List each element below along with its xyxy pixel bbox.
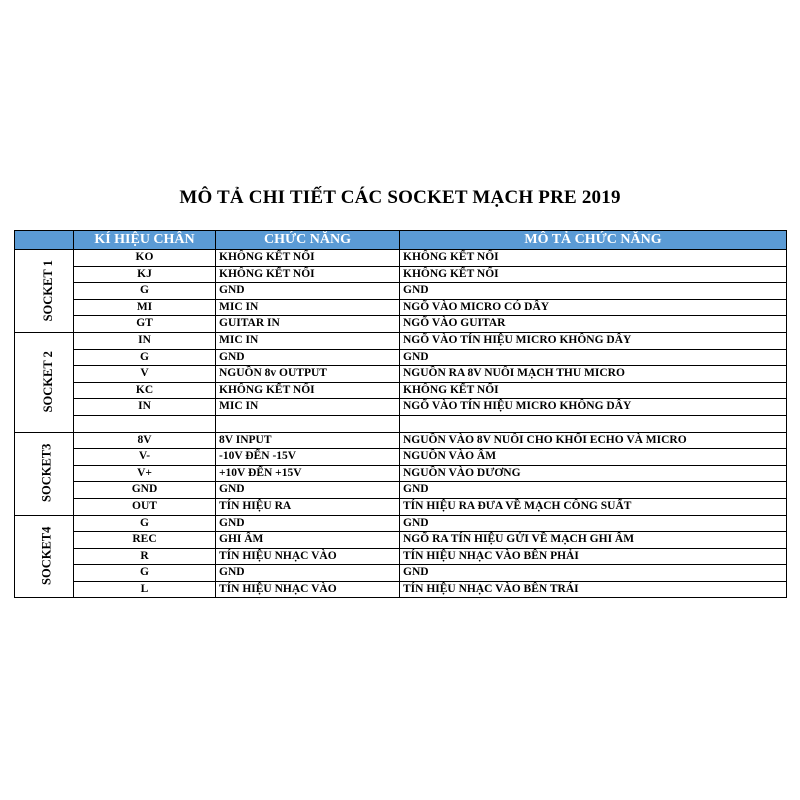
pin-code-cell: GND — [74, 482, 216, 499]
socket-label: SOCKET 1 — [40, 259, 55, 322]
table-row — [15, 415, 787, 432]
pin-code-cell: R — [74, 548, 216, 565]
socket-label: SOCKET 2 — [40, 351, 55, 413]
table-row — [15, 316, 787, 333]
table-row — [15, 498, 787, 515]
table-row — [15, 283, 787, 300]
table-row — [15, 399, 787, 416]
function-cell — [216, 415, 400, 432]
function-cell: KHÔNG KẾT NỐI — [216, 382, 400, 399]
socket-table — [14, 230, 787, 598]
header-group — [15, 231, 74, 250]
pin-code-cell: 8V — [74, 432, 216, 449]
page-title: MÔ TẢ CHI TIẾT CÁC SOCKET MẠCH PRE 2019 — [179, 187, 621, 208]
function-cell: KHÔNG KẾT NỐI — [216, 250, 400, 267]
description-cell: GND — [400, 482, 787, 499]
pin-code-cell: REC — [74, 532, 216, 549]
function-cell: GND — [216, 482, 400, 499]
description-cell: GND — [400, 515, 787, 532]
pin-code-cell: MI — [74, 299, 216, 316]
description-cell: NGUỒN VÀO ÂM — [400, 449, 787, 466]
table-row — [15, 366, 787, 383]
function-cell: NGUỒN 8v OUTPUT — [216, 366, 400, 383]
pin-code-cell: KO — [74, 250, 216, 267]
description-cell: NGÕ RA TÍN HIỆU GỬI VỀ MẠCH GHI ÂM — [400, 532, 787, 549]
table-header — [15, 231, 787, 250]
function-cell: GHI ÂM — [216, 532, 400, 549]
description-cell: KHÔNG KẾT NỐI — [400, 382, 787, 399]
socket-group-cell — [15, 432, 74, 515]
table-row — [15, 532, 787, 549]
pin-code-cell: G — [74, 515, 216, 532]
description-cell: GND — [400, 349, 787, 366]
description-cell: TÍN HIỆU NHẠC VÀO BÊN TRÁI — [400, 581, 787, 598]
description-cell: NGÕ VÀO TÍN HIỆU MICRO KHÔNG DÂY — [400, 399, 787, 416]
function-cell: GND — [216, 515, 400, 532]
socket-group-cell — [15, 332, 74, 432]
description-cell: NGÕ VÀO MICRO CÓ DÂY — [400, 299, 787, 316]
function-cell: MIC IN — [216, 332, 400, 349]
function-cell: TÍN HIỆU NHẠC VÀO — [216, 581, 400, 598]
pin-code-cell: G — [74, 283, 216, 300]
description-cell: GND — [400, 565, 787, 582]
table-row — [15, 565, 787, 582]
header-code: KÍ HIỆU CHÂN — [74, 231, 216, 250]
function-cell: KHÔNG KẾT NỐI — [216, 266, 400, 283]
description-cell — [400, 415, 787, 432]
description-cell: TÍN HIỆU NHẠC VÀO BÊN PHẢI — [400, 548, 787, 565]
pin-code-cell — [74, 415, 216, 432]
description-cell: NGUỒN RA 8V NUÔI MẠCH THU MICRO — [400, 366, 787, 383]
function-cell: MIC IN — [216, 299, 400, 316]
socket-group-cell — [15, 250, 74, 333]
function-cell: -10V ĐẾN -15V — [216, 449, 400, 466]
pin-code-cell: IN — [74, 332, 216, 349]
header-description: MÔ TẢ CHỨC NĂNG — [400, 231, 787, 250]
description-cell: KHÔNG KẾT NỐI — [400, 250, 787, 267]
table-row — [15, 299, 787, 316]
description-cell: TÍN HIỆU RA ĐƯA VỀ MẠCH CÔNG SUẤT — [400, 498, 787, 515]
table-row — [15, 449, 787, 466]
pin-code-cell: V+ — [74, 465, 216, 482]
header-function: CHỨC NĂNG — [216, 231, 400, 250]
pin-code-cell: KJ — [74, 266, 216, 283]
description-cell: NGÕ VÀO TÍN HIỆU MICRO KHÔNG DÂY — [400, 332, 787, 349]
pin-code-cell: V — [74, 366, 216, 383]
pin-code-cell: G — [74, 349, 216, 366]
table-row — [15, 349, 787, 366]
table-row — [15, 332, 787, 349]
header-row — [15, 231, 787, 250]
function-cell: GUITAR IN — [216, 316, 400, 333]
pin-code-cell: L — [74, 581, 216, 598]
pin-code-cell: V- — [74, 449, 216, 466]
socket-label: SOCKET4 — [39, 526, 54, 586]
pin-code-cell: IN — [74, 399, 216, 416]
description-cell: KHÔNG KẾT NỐI — [400, 266, 787, 283]
socket-group-cell — [15, 515, 74, 598]
description-cell: NGÕ VÀO GUITAR — [400, 316, 787, 333]
function-cell: GND — [216, 565, 400, 582]
function-cell: GND — [216, 349, 400, 366]
table-row — [15, 266, 787, 283]
pin-code-cell: G — [74, 565, 216, 582]
table-row — [15, 515, 787, 532]
table-row — [15, 465, 787, 482]
function-cell: 8V INPUT — [216, 432, 400, 449]
function-cell: TÍN HIỆU NHẠC VÀO — [216, 548, 400, 565]
description-cell: NGUỒN VÀO 8V NUÔI CHO KHỐI ECHO VÀ MICRO — [400, 432, 787, 449]
table-row — [15, 548, 787, 565]
table-row — [15, 482, 787, 499]
description-cell: NGUỒN VÀO DƯƠNG — [400, 465, 787, 482]
pin-code-cell: KC — [74, 382, 216, 399]
function-cell: +10V ĐẾN +15V — [216, 465, 400, 482]
socket-label: SOCKET3 — [39, 443, 54, 503]
table-row — [15, 382, 787, 399]
pin-code-cell: OUT — [74, 498, 216, 515]
description-cell: GND — [400, 283, 787, 300]
function-cell: MIC IN — [216, 399, 400, 416]
table-row — [15, 581, 787, 598]
table-body — [15, 250, 787, 598]
function-cell: GND — [216, 283, 400, 300]
function-cell: TÍN HIỆU RA — [216, 498, 400, 515]
pin-code-cell: GT — [74, 316, 216, 333]
table-row — [15, 432, 787, 449]
table-row — [15, 250, 787, 267]
